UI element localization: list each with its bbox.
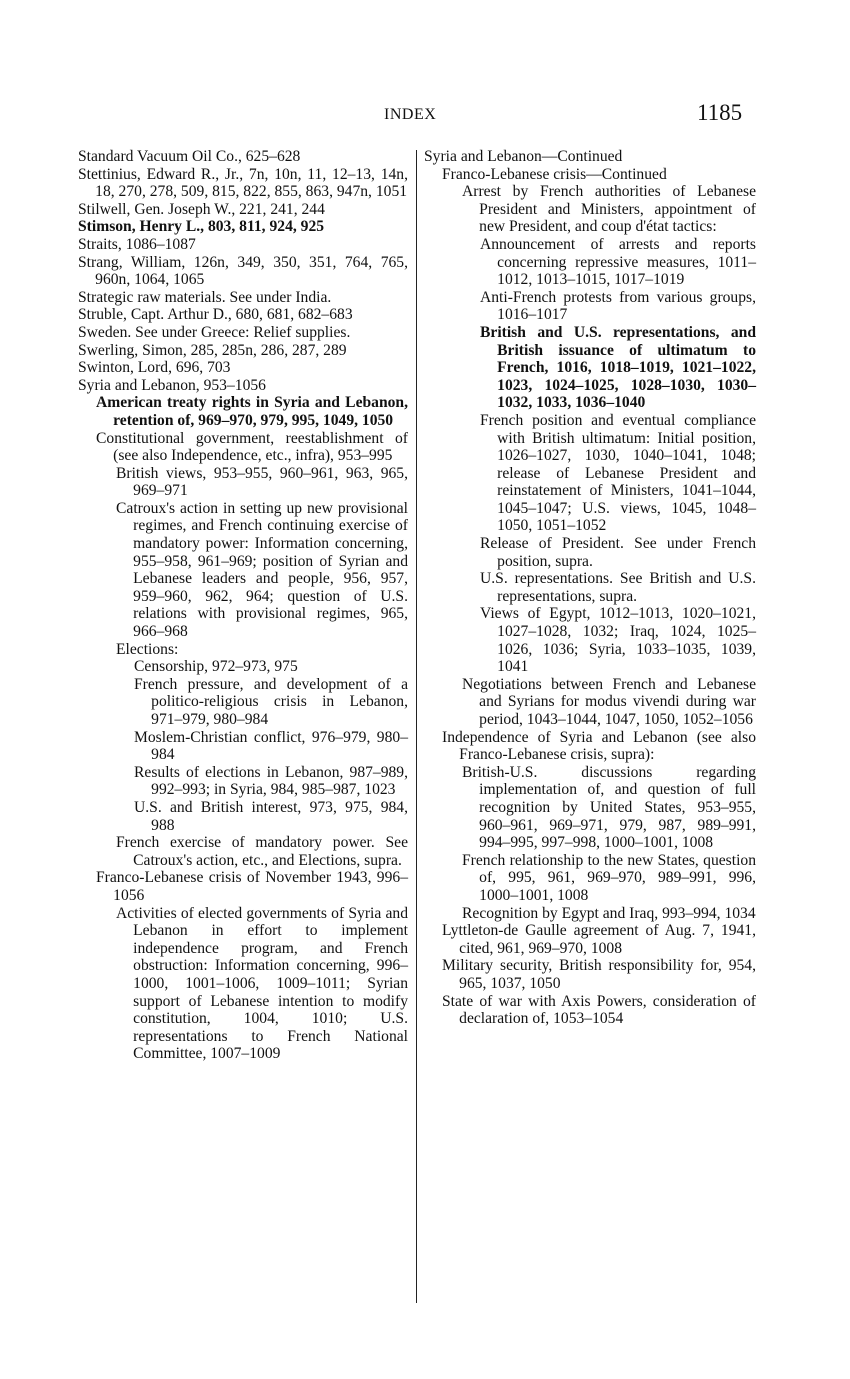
index-entry: Stimson, Henry L., 803, 811, 924, 925 bbox=[78, 218, 325, 236]
index-entry: U.S. and British interest, 973, 975, 984, 988 bbox=[134, 798, 408, 834]
column-divider bbox=[416, 150, 417, 1303]
index-entry: British-U.S. discussions regarding implementation of, and question of full recognition by United States, 953–955, 960–961, 969–971, 979, 987, 989–991, 994–995, 997–998, 1000–1001, 1008 bbox=[462, 763, 756, 852]
index-entry: Catroux's action in setting up new provisional regimes, and French continuing exercise of mandatory power: Information concerning, 955–958, 961–969; position of Syrian and Lebanese leaders and people, 956, 957, 959–960, 962, 964; question of U.S. relations with provisional regimes, 965, 966–968 bbox=[116, 499, 408, 641]
index-column-right bbox=[424, 148, 756, 1028]
index-entry: Swinton, Lord, 696, 703 bbox=[78, 359, 231, 377]
index-entry: Release of President. See under French position, supra. bbox=[480, 535, 756, 570]
index-entry: Swerling, Simon, 285, 285n, 286, 287, 289 bbox=[78, 341, 347, 359]
index-entry: Views of Egypt, 1012–1013, 1020–1021, 1027–1028, 1032; Iraq, 1024, 1025–1026, 1036; Syria, 1033–1035, 1039, 1041 bbox=[480, 605, 756, 676]
index-entry: Stettinius, Edward R., Jr., 7n, 10n, 11, 12–13, 14n, 18, 270, 278, 509, 815, 822, 855, 863, 947n, 1051 bbox=[78, 165, 408, 201]
index-entry: Strategic raw materials. See under India. bbox=[78, 288, 332, 306]
index-entry: French position and eventual compliance with British ultimatum: Initial position, 1026–1027, 1030, 1040–1041, 1048; release of Lebanese President and reinstatement of Ministers, 1041–1044, 1045–1047; U.S. views, 1045, 1048–1050, 1051–1052 bbox=[480, 411, 756, 535]
index-entry: Activities of elected governments of Syria and Lebanon in effort to implement independence program, and French obstruction: Information concerning, 996–1000, 1001–1006, 1009–1011; Syrian support of Lebanese intention to modify constitution, 1004, 1010; U.S. representations to French National Committee, 1007–1009 bbox=[116, 904, 408, 1063]
index-entry: Arrest by French authorities of Lebanese President and Ministers, appointment of new President, and coup d'état tactics: bbox=[462, 183, 756, 236]
index-entry: Sweden. See under Greece: Relief supplies. bbox=[78, 323, 351, 341]
index-entry: American treaty rights in Syria and Lebanon, retention of, 969–970, 979, 995, 1049, 1050 bbox=[96, 394, 408, 429]
index-entry: Struble, Capt. Arthur D., 680, 681, 682–683 bbox=[78, 306, 353, 324]
index-column-left bbox=[78, 148, 408, 1063]
index-entry: Recognition by Egypt and Iraq, 993–994, 1034 bbox=[462, 904, 756, 922]
index-entry: Franco-Lebanese crisis—Continued bbox=[442, 165, 667, 183]
index-entry: Strang, William, 126n, 349, 350, 351, 764, 765, 960n, 1064, 1065 bbox=[78, 253, 408, 289]
index-entry: Syria and Lebanon, 953–1056 bbox=[78, 376, 266, 394]
index-entry: Constitutional government, reestablishment of (see also Independence, etc., infra), 953–995 bbox=[96, 429, 408, 465]
index-entry: British views, 953–955, 960–961, 963, 965, 969–971 bbox=[116, 464, 408, 500]
index-entry: Franco-Lebanese crisis of November 1943, 996–1056 bbox=[96, 869, 408, 904]
index-entry: Results of elections in Lebanon, 987–989, 992–993; in Syria, 984, 985–987, 1023 bbox=[134, 763, 408, 799]
index-entry: Straits, 1086–1087 bbox=[78, 235, 196, 253]
page-header bbox=[0, 100, 850, 130]
index-entry: French pressure, and development of a politico-religious crisis in Lebanon, 971–979, 980–984 bbox=[134, 675, 408, 728]
index-entry: French exercise of mandatory power. See Catroux's action, etc., and Elections, supra. bbox=[116, 834, 408, 869]
index-entry: Lyttleton-de Gaulle agreement of Aug. 7, 1941, cited, 961, 969–970, 1008 bbox=[442, 922, 756, 957]
index-entry: U.S. representations. See British and U.S. representations, supra. bbox=[480, 570, 756, 605]
index-entry: Negotiations between French and Lebanese and Syrians for modus vivendi during war period, 1043–1044, 1047, 1050, 1052–1056 bbox=[462, 675, 756, 728]
index-entry: State of war with Axis Powers, consideration of declaration of, 1053–1054 bbox=[442, 992, 756, 1028]
index-entry: Elections: bbox=[116, 640, 179, 658]
index-entry: British and U.S. representations, and British issuance of ultimatum to French, 1016, 1018–1019, 1021–1022, 1023, 1024–1025, 1028–1030, 1030–1032, 1033, 1036–1040 bbox=[480, 323, 756, 412]
index-entry: French relationship to the new States, question of, 995, 961, 969–970, 989–991, 996, 1000–1001, 1008 bbox=[462, 851, 756, 904]
index-entry: Independence of Syria and Lebanon (see also Franco-Lebanese crisis, supra): bbox=[442, 728, 756, 764]
index-entry: Censorship, 972–973, 975 bbox=[134, 658, 298, 676]
index-entry: Moslem-Christian conflict, 976–979, 980–984 bbox=[134, 728, 408, 764]
page-number: 1185 bbox=[697, 100, 743, 125]
index-entry: Stilwell, Gen. Joseph W., 221, 241, 244 bbox=[78, 200, 325, 218]
index-entry: Syria and Lebanon—Continued bbox=[424, 148, 623, 165]
index-entry: Military security, British responsibility for, 954, 965, 1037, 1050 bbox=[442, 957, 756, 992]
index-entry: Announcement of arrests and reports concerning repressive measures, 1011–1012, 1013–1015, 1017–1019 bbox=[480, 235, 756, 289]
index-entry: Standard Vacuum Oil Co., 625–628 bbox=[78, 148, 301, 165]
page-title: INDEX bbox=[384, 106, 437, 123]
index-entry: Anti-French protests from various groups, 1016–1017 bbox=[480, 288, 756, 324]
